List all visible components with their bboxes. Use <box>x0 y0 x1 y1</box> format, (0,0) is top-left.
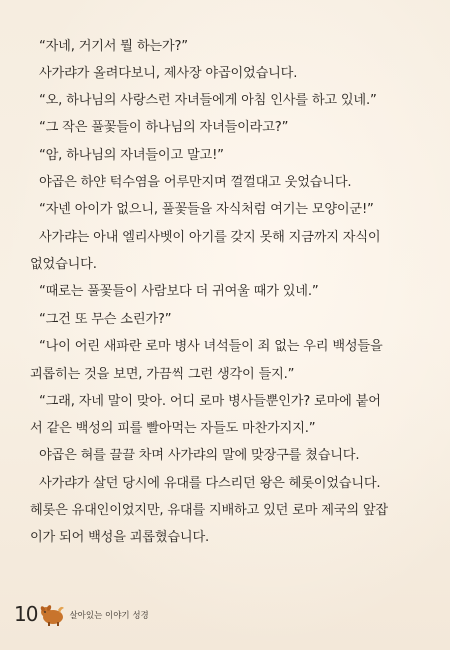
text-line: “나이 어린 새파란 로마 병사 녀석들이 죄 없는 우리 백성들을 <box>39 339 383 354</box>
text-line: 괴롭히는 것을 보면, 가끔씩 그런 생각이 들지.” <box>30 367 295 382</box>
text-line: 사가랴는 아내 엘리사벳이 아기를 갖지 못해 지금까지 자식이 <box>39 230 381 245</box>
page-number: 10 <box>14 602 38 626</box>
text-line: 사가랴가 살던 당시에 유대를 다스리던 왕은 헤롯이었습니다. <box>39 476 381 491</box>
text-line: 헤롯은 유대인이었지만, 유대를 지배하고 있던 로마 제국의 앞잡 <box>30 503 388 518</box>
text-line: “그 작은 풀꽃들이 하나님의 자녀들이라고?” <box>39 120 289 135</box>
text-line: 서 같은 백성의 피를 빨아먹는 자들도 마찬가지지.” <box>30 421 316 436</box>
text-line: “암, 하나님의 자녀들이고 말고!” <box>39 148 224 163</box>
book-series-title: 살아있는 이야기 성경 <box>69 610 149 621</box>
page-footer <box>14 601 149 627</box>
text-line: 야곱은 하얀 턱수염을 어루만지며 껄껄대고 웃었습니다. <box>39 175 352 190</box>
text-line: “자넨 아이가 없으니, 풀꽃들을 자식처럼 여기는 모양이군!” <box>39 202 374 217</box>
text-line: 없었습니다. <box>30 257 97 272</box>
text-line: “때로는 풀꽃들이 사람보다 더 귀여울 때가 있네.” <box>39 284 319 299</box>
text-line: “그래, 자네 말이 맞아. 어디 로마 병사들뿐인가? 로마에 붙어 <box>39 394 381 409</box>
text-line: “자네, 거기서 뭘 하는가?” <box>39 39 188 54</box>
text-line: 이가 되어 백성을 괴롭혔습니다. <box>30 530 209 545</box>
text-line: “그건 또 무슨 소린가?” <box>39 312 172 327</box>
lamb-mascot-icon <box>38 601 66 627</box>
text-line: 사가랴가 올려다보니, 제사장 야곱이었습니다. <box>39 66 298 81</box>
text-line: “오, 하나님의 사랑스런 자녀들에게 아침 인사를 하고 있네.” <box>39 93 377 108</box>
text-line: 야곱은 혀를 끌끌 차며 사가랴의 말에 맞장구를 쳤습니다. <box>39 448 360 463</box>
